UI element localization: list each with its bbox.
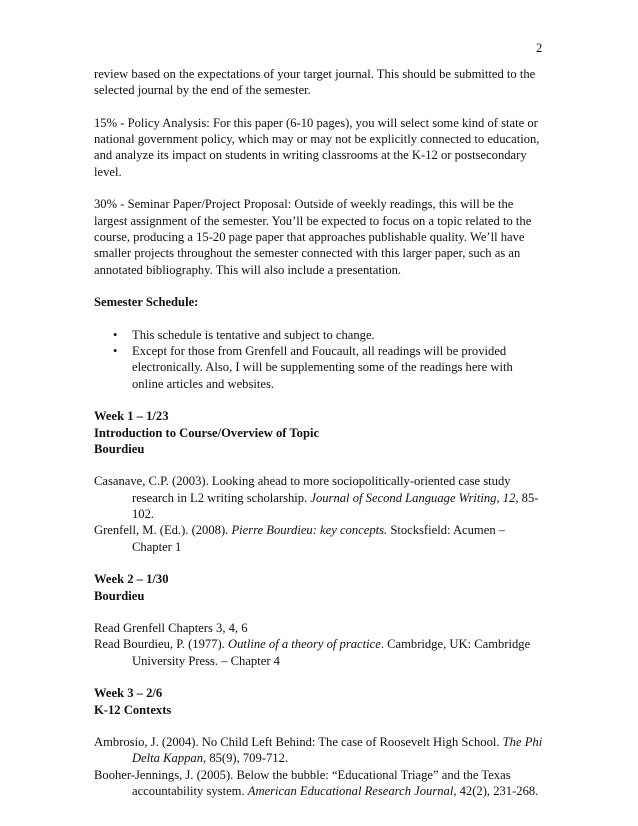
list-item-text: Except for those from Grenfell and Foucault, all readings will be provided electronically. Also, I will be supplementing some of the readings here with online articles and websites. <box>132 344 513 391</box>
week-2-topic: Bourdieu <box>94 588 145 603</box>
schedule-notes-list <box>94 327 546 392</box>
list-item-text: This schedule is tentative and subject to change. <box>132 327 375 342</box>
week-1-topic: Introduction to Course/Overview of Topic <box>94 425 320 440</box>
paragraph-seminar-paper: 30% - Seminar Paper/Project Proposal: Outside of weekly readings, this will be the largest assignment of the semester. You’ll be expected to focus on a topic related to the course, producing a 15-20 page paper that approaches publishable quality. We’ll have smaller projects throughout the semester connected with this larger paper, such as an annotated bibliography. This will also include a presentation. <box>94 197 532 277</box>
reference-entry: Ambrosio, J. (2004). No Child Left Behind: The case of Roosevelt High School. The Phi Delta Kappan, 85(9), 709-712. <box>94 735 543 766</box>
week-2-date: Week 2 – 1/30 <box>94 572 169 587</box>
week-1-subtopic: Bourdieu <box>94 441 145 456</box>
bullet-icon: • <box>113 327 118 342</box>
bullet-icon: • <box>113 344 118 359</box>
paragraph-policy-analysis: 15% - Policy Analysis: For this paper (6-10 pages), you will select some kind of state or national government policy, which may or may not be explicitly connected to education, and analyze its impact on students in writing classrooms at the K-12 or postsecondary level. <box>94 115 540 179</box>
week-1-date: Week 1 – 1/23 <box>94 409 169 424</box>
week-3-date: Week 3 – 2/6 <box>94 686 163 701</box>
page-number: 2 <box>536 41 543 55</box>
list-item <box>94 327 546 343</box>
week-1-heading <box>94 408 546 457</box>
week-3-heading <box>94 685 546 718</box>
week-2-readings <box>94 620 546 669</box>
reference-entry: Read Bourdieu, P. (1977). Outline of a theory of practice. Cambridge, UK: Cambridge University Press. – Chapter 4 <box>94 637 531 668</box>
week-2-heading <box>94 571 546 604</box>
list-item <box>94 343 546 392</box>
section-heading-schedule: Semester Schedule: <box>94 295 199 310</box>
reference-entry: Booher-Jennings, J. (2005). Below the bubble: “Educational Triage” and the Texas accountability system. American Educational Research Journal, 42(2), 231-268. <box>94 767 539 799</box>
paragraph-submission: review based on the expectations of your target journal. This should be submitted to the selected journal by the end of the semester. <box>94 67 536 98</box>
reference-entry: Grenfell, M. (Ed.). (2008). Pierre Bourdieu: key concepts. Stocksfield: Acumen – Chapter 1 <box>94 523 506 554</box>
week-3-readings <box>94 734 546 799</box>
document-body <box>94 66 546 816</box>
week-1-readings <box>94 473 546 554</box>
week-3-topic: K-12 Contexts <box>94 702 172 717</box>
reference-entry: Read Grenfell Chapters 3, 4, 6 <box>94 621 248 636</box>
reference-entry: Casanave, C.P. (2003). Looking ahead to more sociopolitically-oriented case study research in L2 writing scholarship. Journal of Second Language Writing, 12, 85-102. <box>94 474 539 522</box>
